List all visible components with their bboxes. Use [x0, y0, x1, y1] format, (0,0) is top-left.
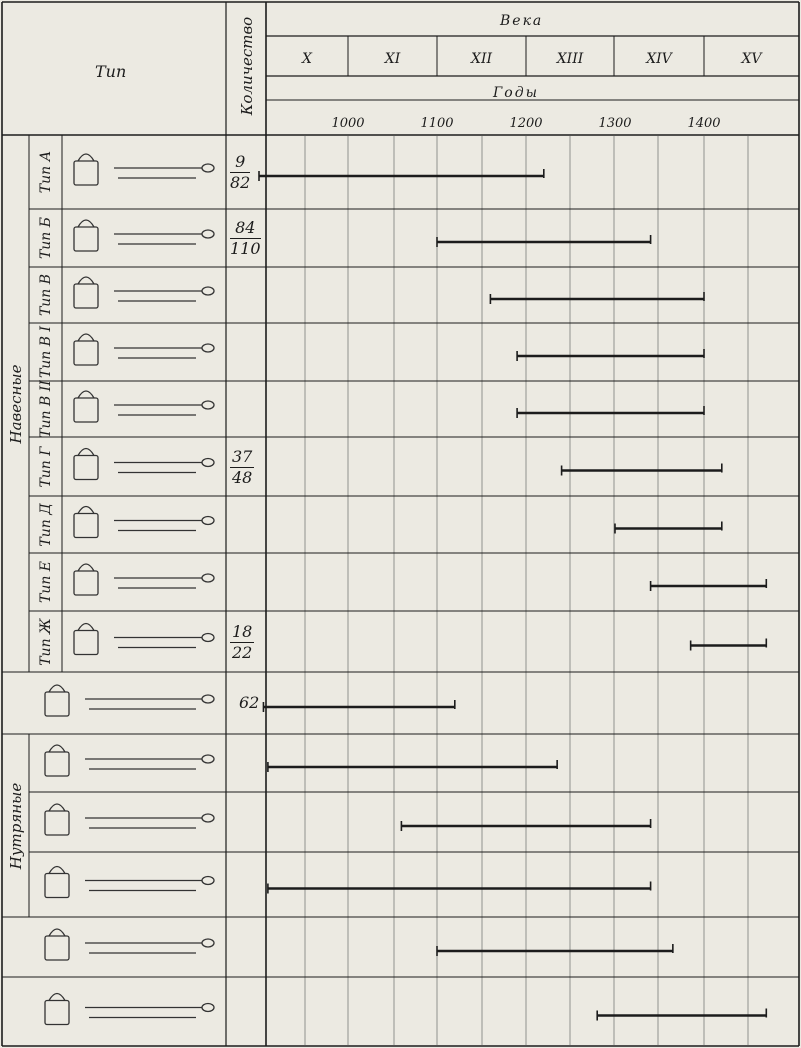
key-bent-sketch [45, 685, 214, 716]
year-tick-label: 1000 [331, 116, 365, 131]
key-long-sketch [45, 867, 214, 898]
type-label: Тип В I [37, 325, 54, 379]
type-label: Тип Д [37, 502, 54, 547]
type-label: Тип В II [37, 380, 54, 438]
type-label: Тип Ж [37, 617, 54, 666]
quantity-numerator: 9 [230, 154, 250, 173]
type-label: Тип В [37, 273, 54, 317]
quantity-denominator: 22 [232, 642, 253, 662]
group-label: Навесные [6, 363, 25, 444]
quantity-numerator: 84 [230, 220, 261, 239]
century-label: XIV [646, 51, 672, 67]
century-label: XII [470, 51, 493, 67]
type-label: Тип А [37, 150, 54, 194]
quantity-fraction [230, 154, 250, 191]
padlock-type-v-sketch [74, 277, 214, 308]
century-label: XV [741, 51, 762, 67]
year-tick-label: 1200 [509, 116, 543, 131]
padlock-type-v2-sketch [74, 391, 214, 422]
quantity-value: 62 [239, 693, 260, 712]
centuries-header: Века [500, 13, 544, 29]
key-mortise-2-sketch [45, 804, 214, 835]
padlock-type-d-sketch [74, 507, 214, 538]
padlock-type-a-sketch [74, 154, 214, 185]
year-tick-label: 1100 [420, 116, 454, 131]
padlock-type-e-sketch [74, 564, 214, 595]
quantity-fraction [230, 220, 261, 257]
century-label: X [302, 51, 312, 67]
lock-plate-sketch [45, 929, 214, 960]
quantity-numerator: 18 [232, 621, 253, 641]
padlock-type-v1-sketch [74, 334, 214, 365]
quantity-denominator: 48 [232, 467, 253, 487]
type-label: Тип Е [37, 560, 54, 604]
year-tick-label: 1400 [687, 116, 721, 131]
years-header: Годы [493, 85, 539, 101]
key-trefoil-sketch [45, 994, 214, 1025]
century-label: XIII [556, 51, 584, 67]
quantity-header: Количество [238, 16, 256, 116]
type-label: Тип Б [37, 216, 54, 260]
type-header: Тип [95, 62, 127, 81]
quantity-denominator: 110 [230, 239, 261, 258]
key-mortise-1-sketch [45, 745, 214, 776]
year-tick-label: 1300 [598, 116, 632, 131]
quantity-numerator: 37 [232, 446, 253, 466]
type-label: Тип Г [37, 445, 54, 488]
padlock-type-zh-sketch [74, 624, 214, 655]
group-label: Нутряные [6, 782, 25, 869]
quantity-fraction [230, 446, 254, 487]
quantity-denominator: 82 [230, 173, 251, 192]
padlock-type-g-sketch [74, 449, 214, 480]
quantity-fraction [230, 621, 254, 662]
century-label: XI [384, 51, 401, 67]
padlock-type-b-sketch [74, 220, 214, 251]
